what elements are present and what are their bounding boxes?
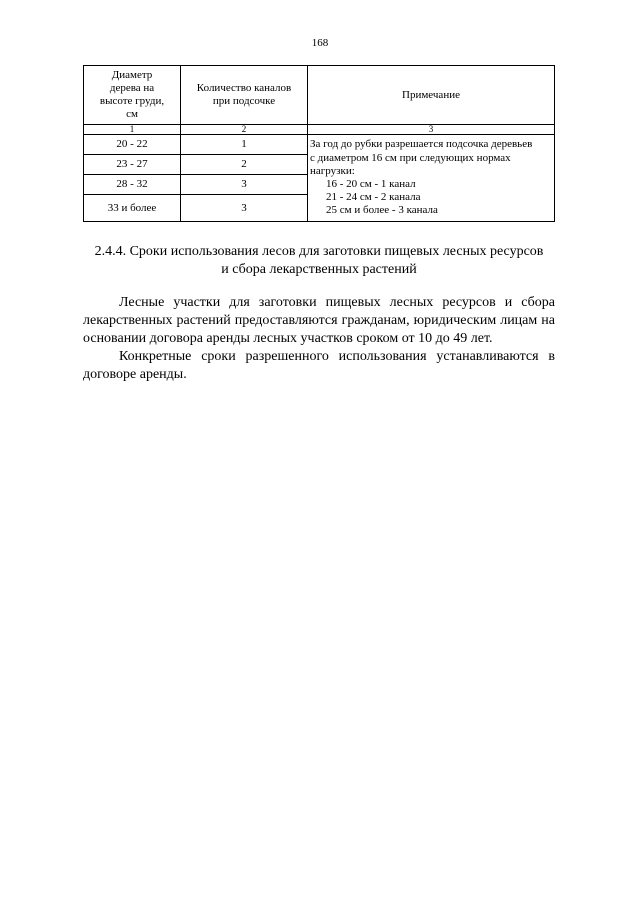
note-line: 21 - 24 см - 2 канала xyxy=(326,191,421,204)
column-number: 1 xyxy=(84,125,181,135)
diameter-cell: 23 - 27 xyxy=(84,155,181,175)
tapping-norms-table xyxy=(83,65,555,222)
channels-cell: 3 xyxy=(181,195,308,222)
table-header-row xyxy=(84,66,555,125)
diameter-cell: 33 и более xyxy=(84,195,181,222)
page-number: 168 xyxy=(311,37,329,49)
note-cell xyxy=(308,135,555,222)
note-line: 16 - 20 см - 1 канал xyxy=(326,178,416,190)
note-line: нагрузки: xyxy=(310,164,355,177)
body-paragraph: Конкретные сроки разрешенного использования устанавливаются в договоре аренды. xyxy=(83,349,555,382)
body-paragraph: Лесные участки для заготовки пищевых лесных ресурсов и сбора лекарственных растений предоставляются гражданам, юридическим лицам на основании договора аренды лесных участков сроком от 10 до 49 лет. xyxy=(83,295,555,346)
header-channels-line: Количество каналов xyxy=(196,82,292,94)
column-number: 3 xyxy=(308,125,555,135)
header-diameter-line: дерева на xyxy=(109,82,155,94)
header-diameter xyxy=(84,66,181,125)
header-note: Примечание xyxy=(308,66,555,125)
column-number-row xyxy=(84,125,555,135)
section-title-line: и сбора лекарственных растений xyxy=(221,262,417,277)
channels-cell: 1 xyxy=(181,135,308,155)
table-row xyxy=(84,135,555,155)
channels-cell: 2 xyxy=(181,155,308,175)
header-diameter-line: Диаметр xyxy=(111,69,153,81)
note-line: За год до рубки разрешается подсочка деревьев xyxy=(310,138,533,151)
diameter-cell: 20 - 22 xyxy=(84,135,181,155)
channels-cell: 3 xyxy=(181,175,308,195)
header-diameter-line: см xyxy=(126,108,138,120)
diameter-cell: 28 - 32 xyxy=(84,175,181,195)
header-diameter-line: высоте груди, xyxy=(99,95,165,107)
note-line: 25 см и более - 3 канала xyxy=(326,204,438,217)
section-title xyxy=(83,243,555,279)
header-channels-line: при подсочке xyxy=(212,95,276,107)
note-line: с диаметром 16 см при следующих нормах xyxy=(310,151,511,164)
section-title-line: 2.4.4. Сроки использования лесов для заготовки пищевых лесных ресурсов xyxy=(94,244,544,259)
column-number: 2 xyxy=(181,125,308,135)
header-channels xyxy=(181,66,308,125)
